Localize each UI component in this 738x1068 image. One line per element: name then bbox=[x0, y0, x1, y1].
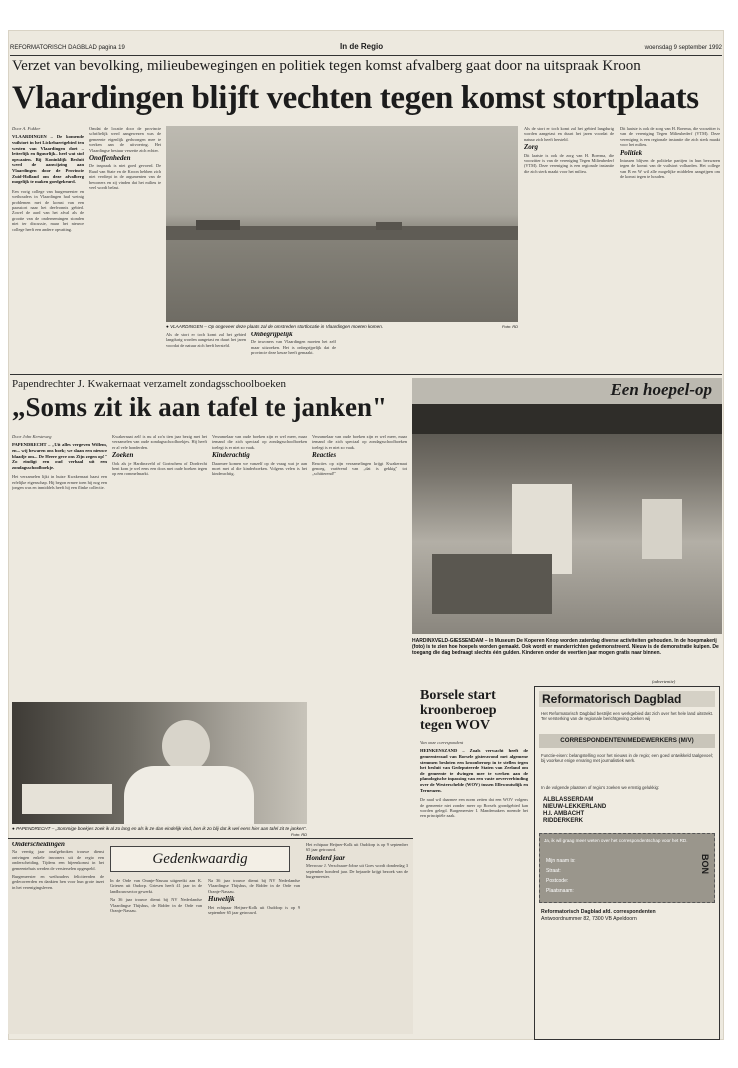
article1-body3: De inspraak is niet goed gevoerd. De Raad van State en de Kroon hebben zich niet verdiept in de argumenten van de bewoners en zij vinden dat het milieu te veel wordt belast. bbox=[89, 163, 161, 191]
coupon-label: BON bbox=[700, 854, 710, 874]
photo-bench bbox=[432, 554, 552, 614]
hoepel-photo bbox=[412, 404, 722, 634]
article2-col3 bbox=[212, 434, 307, 698]
article2-body4: Daarmee komen we vanzelf op de vraag wat je aan moet met al die kinderboeken. Volgens velen is het kinderachtig. bbox=[212, 460, 307, 477]
article1-subhead1: Onoffenheden bbox=[89, 154, 131, 163]
paper-name: REFORMATORISCH DAGBLAD pagina 19 bbox=[10, 45, 125, 51]
advert-places bbox=[543, 797, 713, 825]
article1-subhead3: Zorg bbox=[524, 143, 538, 152]
article1-photo bbox=[166, 126, 518, 322]
article1-col4 bbox=[251, 332, 336, 370]
advert-paper: Reformatorisch Dagblad bbox=[539, 691, 715, 707]
gedenk-col4 bbox=[306, 842, 408, 1030]
article2-col1 bbox=[12, 434, 107, 698]
article2-subhead1: Zoeken bbox=[112, 451, 134, 460]
advert-title: CORRESPONDENTEN/MEDEWERKERS (M/V) bbox=[539, 734, 715, 748]
article1-body6b: Dit laatste is ook de zorg van H. Boerma, die voorzitter is van de vereniging Tegen Milieubederf (VTM). Deze vereniging is een regionale instantie die zich sterk maakt voor het milieu. bbox=[620, 126, 720, 148]
article1-body4: De inwoners van Vlaardingen moeten het zelf maar uitzoeken. Het is onbegrijpelijk dat de provincie deze keuze heeft gemaakt. bbox=[251, 339, 336, 356]
coupon-field-name[interactable]: Mijn naam is: bbox=[546, 858, 576, 864]
coupon-fields bbox=[546, 856, 696, 896]
article1-col2 bbox=[89, 126, 161, 342]
article2-body3: Ook als je Hardinxveld of Gorinchem of Dordrecht bent kom je wel eens een doos met oude boeken tegen op een rommelmarkt. bbox=[112, 460, 207, 477]
hoepel-title-bar bbox=[412, 378, 722, 404]
gedenk-body5: Het echtpaar Heijner-Kolk uit Ouddorp is op 9 september 65 jaar getrouwd. bbox=[208, 904, 300, 916]
gedenk-subhead: Onderscheidingen bbox=[12, 842, 65, 848]
article1-subhead4: Politiek bbox=[620, 148, 643, 157]
article2-caption: ● PAPENDRECHT – „Sommige boekjes zoek ik al zo lang en als ik ze dan eindelijk vind, ben ik zo blij dat ik wel eens hier aan tafel zit te janken". Foto: RD bbox=[12, 826, 307, 837]
article2-photo bbox=[12, 702, 307, 824]
article2-photo-credit: Foto: RD bbox=[290, 831, 307, 837]
article2-subhead2: Kinderachtig bbox=[212, 451, 250, 460]
article2-body1: Het verzamelen lijkt in huize Kwakernaat haast een erfelijke eigenschap. Hij begon ermee toen hij nog een jongen was en inmiddels heeft hij een flinke collectie. bbox=[12, 474, 107, 491]
gedenk-body5b: Het echtpaar Heijner-Kolk uit Ouddorp is op 9 september 65 jaar getrouwd. bbox=[306, 842, 408, 853]
article1-subhead2: Onbegrijpelijk bbox=[251, 332, 293, 338]
gedenk-col1 bbox=[12, 842, 104, 1030]
page-header bbox=[10, 42, 722, 54]
coupon-text: Ja, ik wil graag meer weten over het correspondentschap voor het RD. bbox=[544, 838, 688, 843]
advert-footer-line2: Antwoordnummer 82, 7300 VB Apeldoorn bbox=[541, 916, 637, 922]
advert-intro: Het Reformatorisch Dagblad bestrijkt een werkgebied dat zich over het hele land uitstrekt. Ter versterking van de regionale berichtgeving zoeken wij bbox=[541, 711, 713, 722]
coupon-field-street[interactable]: Straat: bbox=[546, 868, 561, 874]
gedenk-body3: In de Orde van Oranje-Nassau uitgereikt aan K. Griesen uit Oudorp. Griesen heeft 41 jaar in de landbouwsector gewerkt. bbox=[110, 878, 202, 894]
article2-lead: PAPENDRECHT – „Uit alles vergeven Willem, en... wij bewaren ons boek; we slaan een nieuwe blaadje om... De Heere geve ons Zijn zegen op!" Zo eindigt een oud verhaal uit een zondagsschoolboekje. bbox=[12, 442, 107, 470]
advert-place: NIEUW-LEKKERLAND bbox=[543, 804, 607, 810]
hoepel-title: Een hoepel-op bbox=[610, 380, 712, 399]
page-date: woensdag 9 september 1992 bbox=[644, 45, 722, 51]
article1-col6 bbox=[620, 126, 720, 370]
article2-col4 bbox=[312, 434, 407, 800]
photo-shed bbox=[196, 220, 240, 230]
hoepel-caption: HARDINXVELD-GIESSENDAM – In Museum De Koperen Knop worden zaterdag diverse activiteiten gehouden. In de hoepmakerij (foto) is te zien hoe hoepels worden gemaakt. Ook wordt er manderrichten gedemonstreerd. Nieuw is de demonstratie kuipen. De toegang die dag bedraagt slechts één gulden. Kinderen onder de veertien jaar mogen gratis naar binnen. bbox=[412, 638, 719, 657]
article2-body6: Verzamelaar van oude boeken zijn er wel meer, maar iemand die zich speciaal op zondagsschoolboeken toelegt is er niet zo vaak. bbox=[212, 434, 307, 450]
advert-place: H.I. AMBACHT bbox=[543, 811, 585, 817]
gedenk-body2: Burgemeester en wethouders feliciteerden de gedecoreerden en dankten hen voor hun grote inzet in het verenigingsleven. bbox=[12, 874, 104, 890]
gedenk-title: Gedenkwaardig bbox=[110, 846, 290, 872]
article2-body2: Kwakernaat zelf is nu al zo'n tien jaar bezig met het verzamelen van oude zondagsschoolboekjes. Hij heeft er al vele honderden. bbox=[112, 434, 207, 450]
gedenk-body6: Mevrouw J. Verschuure-Jobse uit Goes wordt donderdag 3 september honderd jaar. De bejaarde krijgt bezoek van de burgemeester. bbox=[306, 863, 408, 880]
article1-body2: Omdat de locatie door de provincie schriftelijk werd aangewezen was de gemeente eigenlijk gedwongen mee te werken aan de uitvoering. Het Vlaardingse bestuur verzette zich echter. bbox=[89, 126, 161, 153]
article2-col2 bbox=[112, 434, 207, 698]
article2-kicker: Papendrechter J. Kwakernaat verzamelt zondagsschoolboeken bbox=[12, 378, 286, 390]
advert-tag: (advertentie) bbox=[652, 679, 676, 684]
advert-region-intro: In de volgende plaatsen of regio's zoeken we ernstig gelukkig: bbox=[541, 785, 660, 790]
gedenk-col2 bbox=[110, 878, 202, 1030]
gedenk-col3 bbox=[208, 878, 300, 1030]
article2-body5: Reacties op zijn verzamelingen krijgt Kwakernaat genoeg, variërend van „dat is gekkig" tot „schitterend!" bbox=[312, 460, 407, 477]
section-title: In de Regio bbox=[340, 42, 384, 51]
article1-col5 bbox=[524, 126, 614, 370]
coupon-field-postcode[interactable]: Postcode: bbox=[546, 878, 569, 884]
photo-worker-right bbox=[642, 499, 682, 559]
article2-headline: „Soms zit ik aan tafel te janken" bbox=[12, 392, 387, 422]
advert-box bbox=[534, 686, 720, 1040]
article2-subhead3: Reacties bbox=[312, 451, 337, 460]
article1-caption-text: VLAARDINGEN – Op ongeveer deze plaats zal de omstreden stortlocatie in Vlaardingen moeten komen. bbox=[170, 324, 384, 329]
photo-books bbox=[22, 784, 112, 814]
article1-rule bbox=[10, 374, 722, 375]
article1-body5b: Als de stort er toch komt zal het gebied langdurig worden aangetast en duurt het jaren voordat de natuur zich heeft hersteld. bbox=[524, 126, 614, 142]
article1-body6: Dit laatste is ook de zorg van H. Boerma, die voorzitter is van de vereniging Tegen Milieubederf (VTM). Deze vereniging is een regionale instantie die zich sterk maakt voor het milieu. bbox=[524, 152, 614, 174]
gedenk-subhead2: Huwelijk bbox=[208, 895, 235, 904]
article1-byline: Door A. Fokker bbox=[12, 126, 41, 131]
gedenk-subhead3: Honderd jaar bbox=[306, 853, 346, 862]
article1-photo-credit: Foto: RD bbox=[501, 324, 518, 329]
article2-byline: Door John Kersteweg bbox=[12, 434, 52, 439]
photo-building bbox=[376, 222, 402, 230]
article3-headline: Borsele start kroonberoep tegen WOV bbox=[420, 688, 497, 733]
advert-place: RIDDERKERK bbox=[543, 818, 584, 824]
article3-body: De raad wil daarmee een norm zetten dat een WOV volgens de gemeente niet zonder meer op Borsels grondgebied kan worden gelegd. Burgemeester I. Mandemakers noemde het een principiële zaak. bbox=[420, 797, 528, 819]
article1-body1: Een vorig college van burgemeester en wethouders in Vlaardingen had weinig problemen met de komst van een paasstort naar het deelvonnis gebied. Zowel de aard van het afval als de grootte van de ondernemingen stonden niet ter discussie, maar het nieuwe college heeft een andere opvatting. bbox=[12, 188, 84, 232]
article1-kicker: Verzet van bevolking, milieubewegingen en politiek tegen komst afvalberg gaat door na uitspraak Kroon bbox=[12, 58, 641, 74]
article1-caption: ● VLAARDINGEN – Op ongeveer deze plaats zal de omstreden stortlocatie in Vlaardingen moeten komen. Foto: RD bbox=[166, 324, 518, 329]
advert-footer bbox=[541, 909, 717, 923]
article3-byline: Van onze correspondent bbox=[420, 740, 464, 745]
hoepel-caption-text: In Museum De Koperen Knop worden zaterdag diverse activiteiten gehouden. In de hoepmakerij (foto) is te zien hoe hoepels worden gemaakt. Ook wordt er manderrichten gedemonstreerd. Nieuw is de demonstratie kuipen. De toegang die dag bedraagt slechts één gulden. Kinderen onder de veertien jaar mogen gratis naar binnen. bbox=[412, 638, 719, 657]
article3-lead: HEINKENSZAND – Zoals verwacht heeft de gemeenteraad van Borsele gisteravond met algemene stemmen besloten een kroonberoep in te stellen tegen het besluit van Gedeputeerde Staten van Zeeland om de gemeente te dwingen mee te werken aan de planologische inpassing van een vaste oeververbinding over de Westerschelde (WOV) tussen Ellewoutsdijk en Terneuzen. bbox=[420, 748, 528, 793]
article2-caption-text: PAPENDRECHT – „Sommige boekjes zoek ik al zo lang en als ik ze dan eindelijk vind, ben ik zo blij dat ik wel eens hier aan tafel zit te janken". bbox=[16, 826, 307, 831]
gedenk-body4b: Na 36 jaar trouwe dienst bij NV Nederlandse Vlaardingse Thijsbus, de Ridder in de Orde van Oranje-Nassau. bbox=[208, 878, 300, 894]
gedenk-body4: Na 36 jaar trouwe dienst bij NV Nederlandse Vlaardingse Thijsbus, de Ridder in de Orde van Oranje-Nassau. bbox=[110, 897, 202, 914]
header-rule bbox=[10, 55, 722, 56]
gedenk-body1: Na veertig jaar onafgebroken trouwe dienst ontvingen enkele inwoners uit de regio een onderscheiding. Tijdens een bijeenkomst in het gemeentehuis werden de versierselen opgespeld. bbox=[12, 849, 104, 871]
advert-coupon[interactable] bbox=[539, 833, 715, 903]
advert-reqs: Functie-eisen: belangstelling voor het nieuws in de regio; een goed ontwikkeld taalgevoel; bij voorkeur enige ervaring met journalistiek werk. bbox=[541, 753, 713, 764]
article1-headline: Vlaardingen blijft vechten tegen komst stortplaats bbox=[12, 80, 699, 116]
coupon-field-city[interactable]: Plaatsnaam: bbox=[546, 888, 574, 894]
photo-roof bbox=[412, 404, 722, 434]
article1-body7: Intussen blijven de politieke partijen in hun bezwaren tegen de komst van de vuilstort volharden. Het college van B en W wil alle mogelijke middelen aangrijpen om de komst tegen te houden. bbox=[620, 158, 720, 180]
article2-body6b: Verzamelaar van oude boeken zijn er wel meer, maar iemand die zich speciaal op zondagsschoolboeken toelegt is er niet zo vaak. bbox=[312, 434, 407, 450]
article1-col3 bbox=[166, 332, 246, 370]
article1-body5: Als de stort er toch komt zal het gebied langdurig worden aangetast en duurt het jaren voordat de natuur zich heeft hersteld. bbox=[166, 332, 246, 348]
article1-lead: VLAARDINGEN – De komende vuilstort in het Lickebaertgebied ten westen van Vlaardingen doet –letterlijk en figuurlijk– heel wat stof opwaaien. Bij Koninklijk Besluit werd de aanwijzing aan Vlaardingen door de Provincie Zuid-Holland om deze afvalberg mogelijk te maken goedgekeurd. bbox=[12, 134, 84, 185]
advert-footer-line1: Reformatorisch Dagblad afd. correspondenten bbox=[541, 909, 656, 915]
hoepel-caption-place: HARDINXVELD-GIESSENDAM bbox=[412, 638, 484, 644]
photo-face bbox=[162, 720, 210, 772]
photo-shirt bbox=[124, 766, 254, 824]
article3-col bbox=[420, 740, 528, 1056]
advert-place: ALBLASSERDAM bbox=[543, 797, 594, 803]
article1-col1 bbox=[12, 126, 84, 342]
